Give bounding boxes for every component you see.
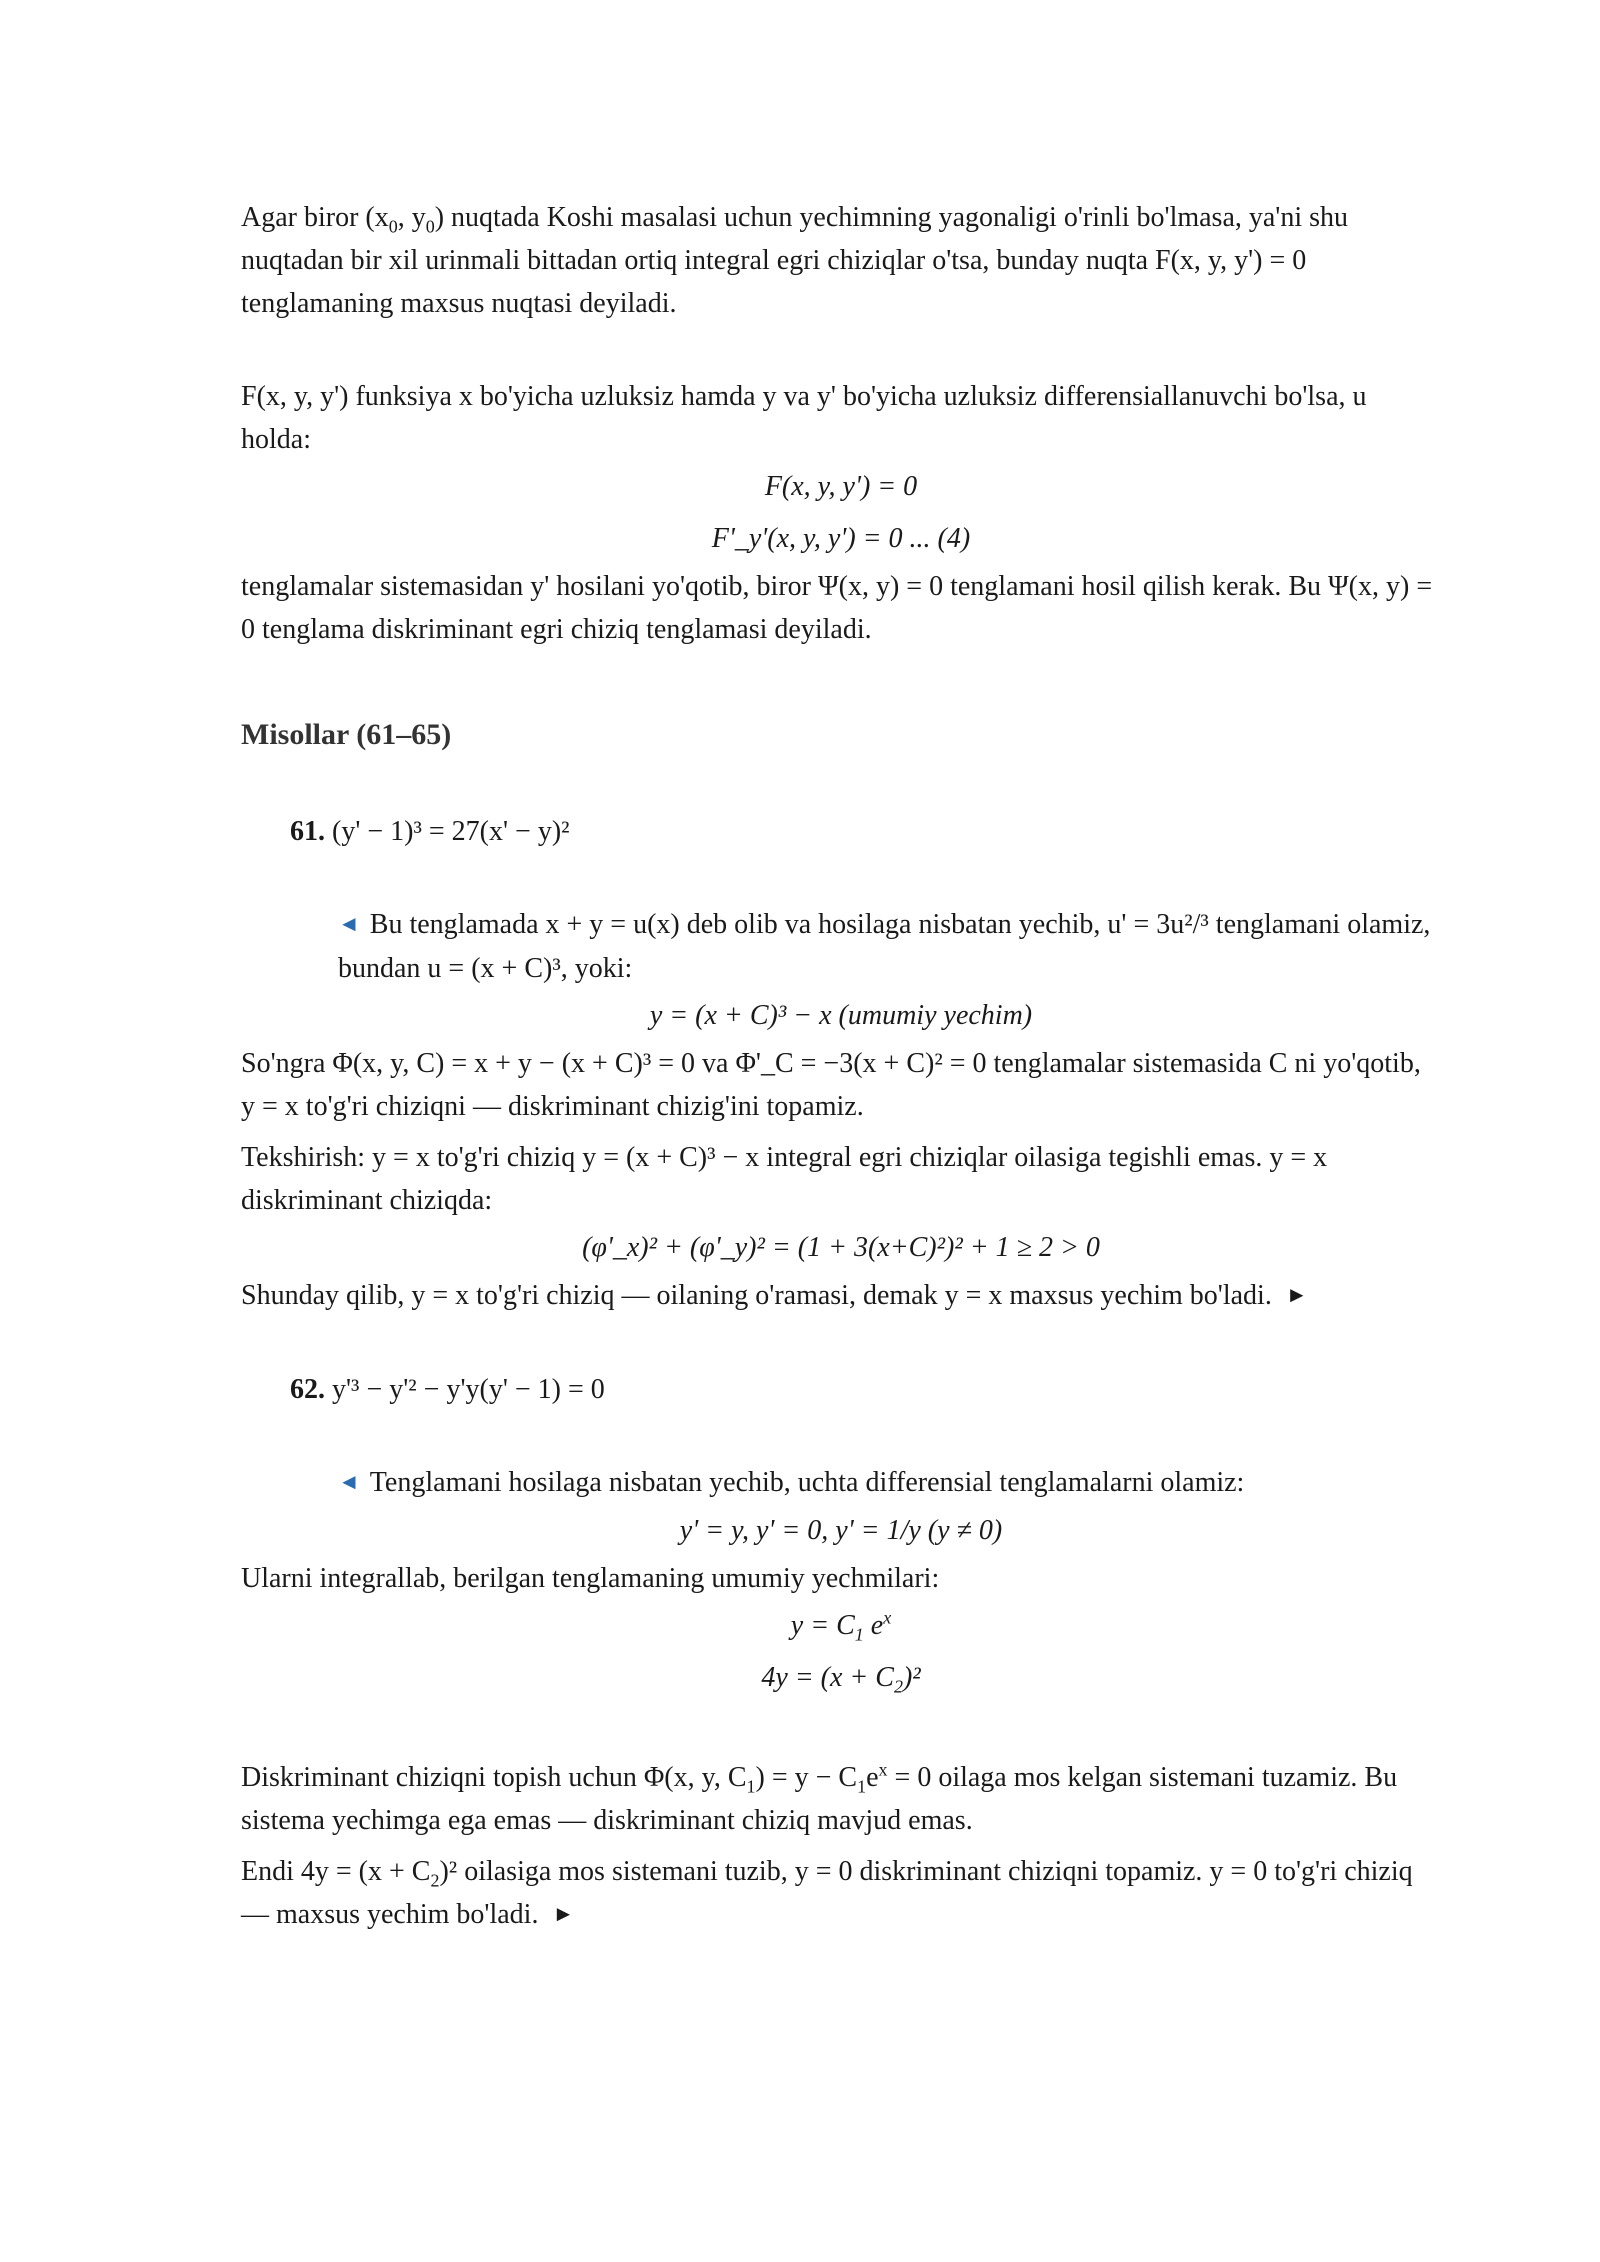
problem-62-discriminant-paragraph-1 [241, 1756, 1441, 1842]
problem-61-solution-intro [241, 903, 1441, 990]
problem-number: 61. [290, 816, 325, 847]
problem-62-solution-intro [241, 1461, 1441, 1505]
formula-system-line-1: F(x, y, y') = 0 [764, 471, 918, 502]
text-fragment: Agar biror (x [241, 202, 389, 233]
text-fragment: Diskriminant chiziqni topish uchun Φ(x, y, C [241, 1762, 747, 1793]
text-fragment: ) nuqtada Koshi masalasi uchun yechimning yagonaligi o'rinli bo'lmasa, ya'ni shu nuqtadan bir xil urinmali bittadan ortiq integral egri chiziqlar o'tsa, bunday nuqta F(x, y, y') = 0 tenglamaning maxsus nuqtasi deyiladi. [241, 202, 1349, 319]
formula-fragment: 4y = (x + C [761, 1662, 894, 1693]
problem-equation: y'³ − y'² − y'y(y' − 1) = 0 [332, 1374, 605, 1405]
formula-three-equations: y' = y, y' = 0, y' = 1/y (y ≠ 0) [679, 1515, 1003, 1546]
solution-end-arrow-icon: ► [552, 1901, 575, 1926]
problem-62-statement [241, 1368, 1441, 1411]
intro-paragraph-1 [241, 196, 1441, 325]
conclusion-text: Shunday qilib, y = x to'g'ri chiziq — oilaning o'ramasi, demak y = x maxsus yechim bo'ladi. [241, 1280, 1272, 1311]
superscript: x [878, 1759, 888, 1780]
subscript: 1 [854, 1624, 864, 1645]
intro-paragraph-2: F(x, y, y') funksiya x bo'yicha uzluksiz hamda y va y' bo'yicha uzluksiz differensiallanuvchi bo'lsa, u holda: [241, 381, 1367, 455]
superscript: x [883, 1607, 892, 1628]
text-fragment: e [866, 1762, 879, 1793]
problem-number: 62. [290, 1374, 325, 1405]
document-content [241, 196, 1441, 1937]
text-fragment: = 0 oilaga mos kelgan sistemani tuzamiz. Bu sistema yechimga ega emas — diskriminant chiziq mavjud emas. [241, 1762, 1398, 1836]
problem-61-paragraph-then: So'ngra Φ(x, y, C) = x + y − (x + C)³ = 0 va Φ'_C = −3(x + C)² = 0 tenglamalar sistemasida C ni yo'qotib, y = x to'g'ri chiziqni — diskriminant chizig'ini topamiz. [241, 1048, 1421, 1122]
solution-intro-text: Tenglamani hosilaga nisbatan yechib, uchta differensial tenglamalarni olamiz: [369, 1467, 1245, 1498]
section-heading: Misollar (61–65) [241, 718, 452, 751]
formula-fragment: e [863, 1610, 884, 1641]
formula-system-line-2: F'_y'(x, y, y') = 0 ... (4) [711, 523, 971, 554]
subscript: 2 [893, 1676, 903, 1697]
formula-fragment: )² [902, 1662, 921, 1693]
solution-intro-text: Bu tenglamada x + y = u(x) deb olib va hosilaga nisbatan yechib, u' = 3u²/³ tenglamani olamiz, bundan u = (x + C)³, yoki: [338, 909, 1431, 984]
problem-62-paragraph-integrate: Ularni integrallab, berilgan tenglamaning umumiy yechmilari: [241, 1563, 940, 1594]
subscript: 1 [746, 1776, 756, 1797]
formula-solution-1 [241, 1600, 1441, 1652]
formula-check: (φ'_x)² + (φ'_y)² = (1 + 3(x+C)²)² + 1 ≥ 2 > 0 [582, 1232, 1100, 1263]
problem-61-statement [241, 810, 1441, 853]
text-fragment: Endi 4y = (x + C [241, 1856, 431, 1887]
text-fragment: )² oilasiga mos sistemani tuzib, y = 0 diskriminant chiziqni topamiz. y = 0 to'g'ri chiziq — maxsus yechim bo'ladi. [241, 1856, 1413, 1930]
problem-62-discriminant-paragraph-2 [241, 1850, 1441, 1937]
formula-solution-2 [241, 1652, 1441, 1704]
text-fragment: , y [397, 202, 426, 233]
text-fragment: ) = y − C [755, 1762, 858, 1793]
problem-equation: (y' − 1)³ = 27(x' − y)² [332, 816, 570, 847]
problem-61-conclusion [241, 1274, 1441, 1318]
problem-61-paragraph-check: Tekshirish: y = x to'g'ri chiziq y = (x + C)³ − x integral egri chiziqlar oilasiga tegishli emas. y = x diskriminant chiziqda: [241, 1142, 1328, 1216]
formula-general-solution: y = (x + C)³ − x (umumiy yechim) [649, 1000, 1033, 1031]
subscript: 0 [388, 216, 398, 237]
intro-paragraph-3: tenglamalar sistemasidan y' hosilani yo'qotib, biror Ψ(x, y) = 0 tenglamani hosil qilish kerak. Bu Ψ(x, y) = 0 tenglama diskriminant egri chiziq tenglamasi deyiladi. [241, 571, 1433, 645]
subscript: 0 [425, 216, 435, 237]
solution-end-arrow-icon: ► [1285, 1282, 1308, 1307]
solution-start-arrow-icon: ◄ [338, 1469, 360, 1494]
subscript: 2 [430, 1870, 440, 1891]
solution-start-arrow-icon: ◄ [338, 911, 360, 936]
spacer [241, 1704, 1441, 1756]
subscript: 1 [857, 1776, 867, 1797]
formula-fragment: y = C [790, 1610, 855, 1641]
